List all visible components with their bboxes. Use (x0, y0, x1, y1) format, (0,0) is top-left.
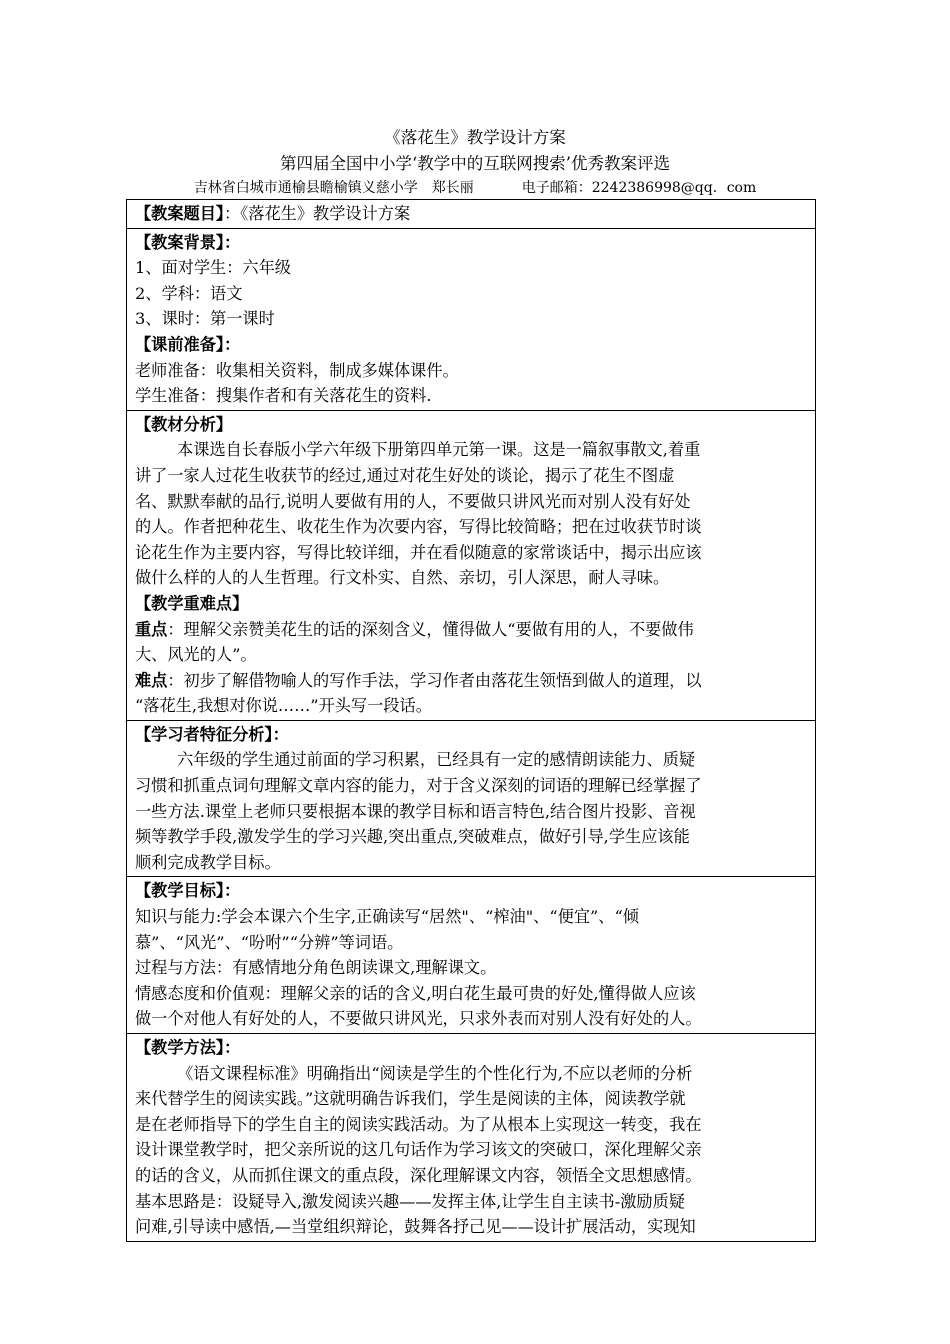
methods-heading: 【教学方法】： (135, 1038, 241, 1057)
row-topic (127, 200, 816, 229)
goals-heading: 【教学目标】： (135, 881, 241, 901)
school-name: 吉林省白城市通榆县瞻榆镇义慈小学 (193, 180, 418, 196)
row-goals (127, 877, 816, 1034)
analysis-line: 本课选自长春版小学六年级下册第四单元第一课。这是一篇叙事散文,着重 (177, 440, 701, 460)
background-line: 1、面对学生：六年级 (135, 258, 291, 278)
topic-heading: 【教案题目】 (135, 204, 225, 223)
methods-line: 是在老师指导下的学生自主的阅读实践活动。为了从根本上实现这一转变，我在 (135, 1114, 702, 1134)
learners-line: 习惯和抓重点词句理解文章内容的能力，对于含义深刻的词语的理解已经掌握了 (135, 776, 702, 796)
methods-line: 的话的含义，从而抓住课文的重点段，深化理解课文内容，领悟全文思想感情。 (135, 1165, 702, 1185)
topic-value: ：《落花生》教学设计方案 (224, 204, 411, 223)
learners-line: 一些方法.课堂上老师只要根据本课的教学目标和语言特色,结合图片投影、音视 (135, 801, 696, 821)
prep-line: 学生准备：搜集作者和有关落花生的资料. (135, 386, 432, 406)
author-line (0, 177, 950, 197)
goals-line: 做一个对他人有好处的人，不要做只讲风光，只求外表而对别人没有好处的人。 (135, 1009, 702, 1029)
analysis-line: 做什么样的人的人生哲理。行文朴实、自然、亲切，引人深思，耐人寻味。 (135, 568, 670, 588)
key-text: ：理解父亲赞美花生的话的深刻含义，懂得做人“要做有用的人，不要做伟 (167, 619, 694, 639)
background-heading: 【教案背景】： (135, 232, 241, 252)
row-analysis-keypoints (127, 410, 816, 720)
author-name: 郑长丽 (431, 180, 474, 196)
methods-line: 问难,引导读中感悟,—当堂组织辩论，鼓舞各抒己见——设计扩展活动，实现知 (135, 1217, 696, 1237)
background-line: 3、课时：第一课时 (135, 309, 275, 329)
key-text: 大、风光的人”。 (135, 645, 257, 665)
analysis-heading: 【教材分析】 (135, 414, 233, 434)
lesson-plan-table (126, 199, 816, 1242)
background-line: 2、学科：语文 (135, 283, 243, 303)
methods-line: 基本思路是：设疑导入,激发阅读兴趣——发挥主体,让学生自主读书-激励质疑 (135, 1191, 685, 1211)
goals-line: 情感态度和价值观：理解父亲的话的含义,明白花生最可贵的好处,懂得做人应该 (135, 983, 696, 1003)
learners-line: 六年级的学生通过前面的学习积累，已经具有一定的感情朗读能力、质疑 (177, 750, 696, 770)
difficulty-text: “落花生,我想对你说……”开头写一段话。 (135, 696, 432, 716)
document-title: 《落花生》教学设计方案 (384, 128, 566, 147)
row-background-prep (127, 228, 816, 410)
learners-line: 顺利完成教学目标。 (135, 852, 281, 872)
row-methods (127, 1034, 816, 1242)
row-learners (127, 720, 816, 877)
key-label: 重点 (135, 619, 168, 639)
goals-line: 慕”、“风光”、“吩咐”“分辨”等词语。 (135, 932, 404, 952)
analysis-line: 论花生作为主要内容，写得比较详细，并在看似随意的家常谈话中，揭示出应该 (135, 542, 702, 562)
keypoints-heading: 【教学重难点】 (135, 593, 249, 613)
goals-line: 知识与能力:学会本课六个生字,正确读写“居然"、“榨油"、“便宜”、“倾 (135, 907, 639, 927)
difficulty-label: 难点 (135, 670, 168, 690)
analysis-line: 讲了一家人过花生收获节的经过,通过对花生好处的谈论，揭示了花生不图虚 (135, 465, 675, 485)
methods-line: 来代替学生的阅读实践。”这就明确告诉我们，学生是阅读的主体，阅读教学就 (135, 1089, 686, 1109)
methods-line: 设计课堂教学时，把父亲所说的这几句话作为学习该文的突破口，深化理解父亲 (135, 1140, 702, 1160)
analysis-line: 名、默默奉献的品行,说明人要做有用的人，不要做只讲风光而对别人没有好处 (135, 491, 691, 511)
learners-line: 频等教学手段,激发学生的学习兴趣,突出重点,突破难点，做好引导,学生应该能 (135, 827, 690, 847)
goals-line: 过程与方法：有感情地分角色朗读课文,理解课文。 (135, 958, 497, 978)
prep-line: 老师准备：收集相关资料，制成多媒体课件。 (135, 360, 459, 380)
prep-heading: 【课前准备】： (135, 334, 241, 354)
analysis-line: 的人。作者把种花生、收花生作为次要内容，写得比较简略；把在过收获节时谈 (135, 517, 702, 537)
learners-heading: 【学习者特征分析】： (135, 724, 289, 744)
difficulty-text: ：初步了解借物喻人的写作手法，学习作者由落花生领悟到做人的道理，以 (167, 670, 702, 690)
author-email: 电子邮箱：2242386998@qq．com (521, 180, 757, 196)
methods-line: 《语文课程标准》明确指出“阅读是学生的个性化行为,不应以老师的分析 (177, 1063, 693, 1083)
document-subtitle: 第四届全国中小学‘教学中的互联网搜索’优秀教案评选 (280, 154, 670, 173)
